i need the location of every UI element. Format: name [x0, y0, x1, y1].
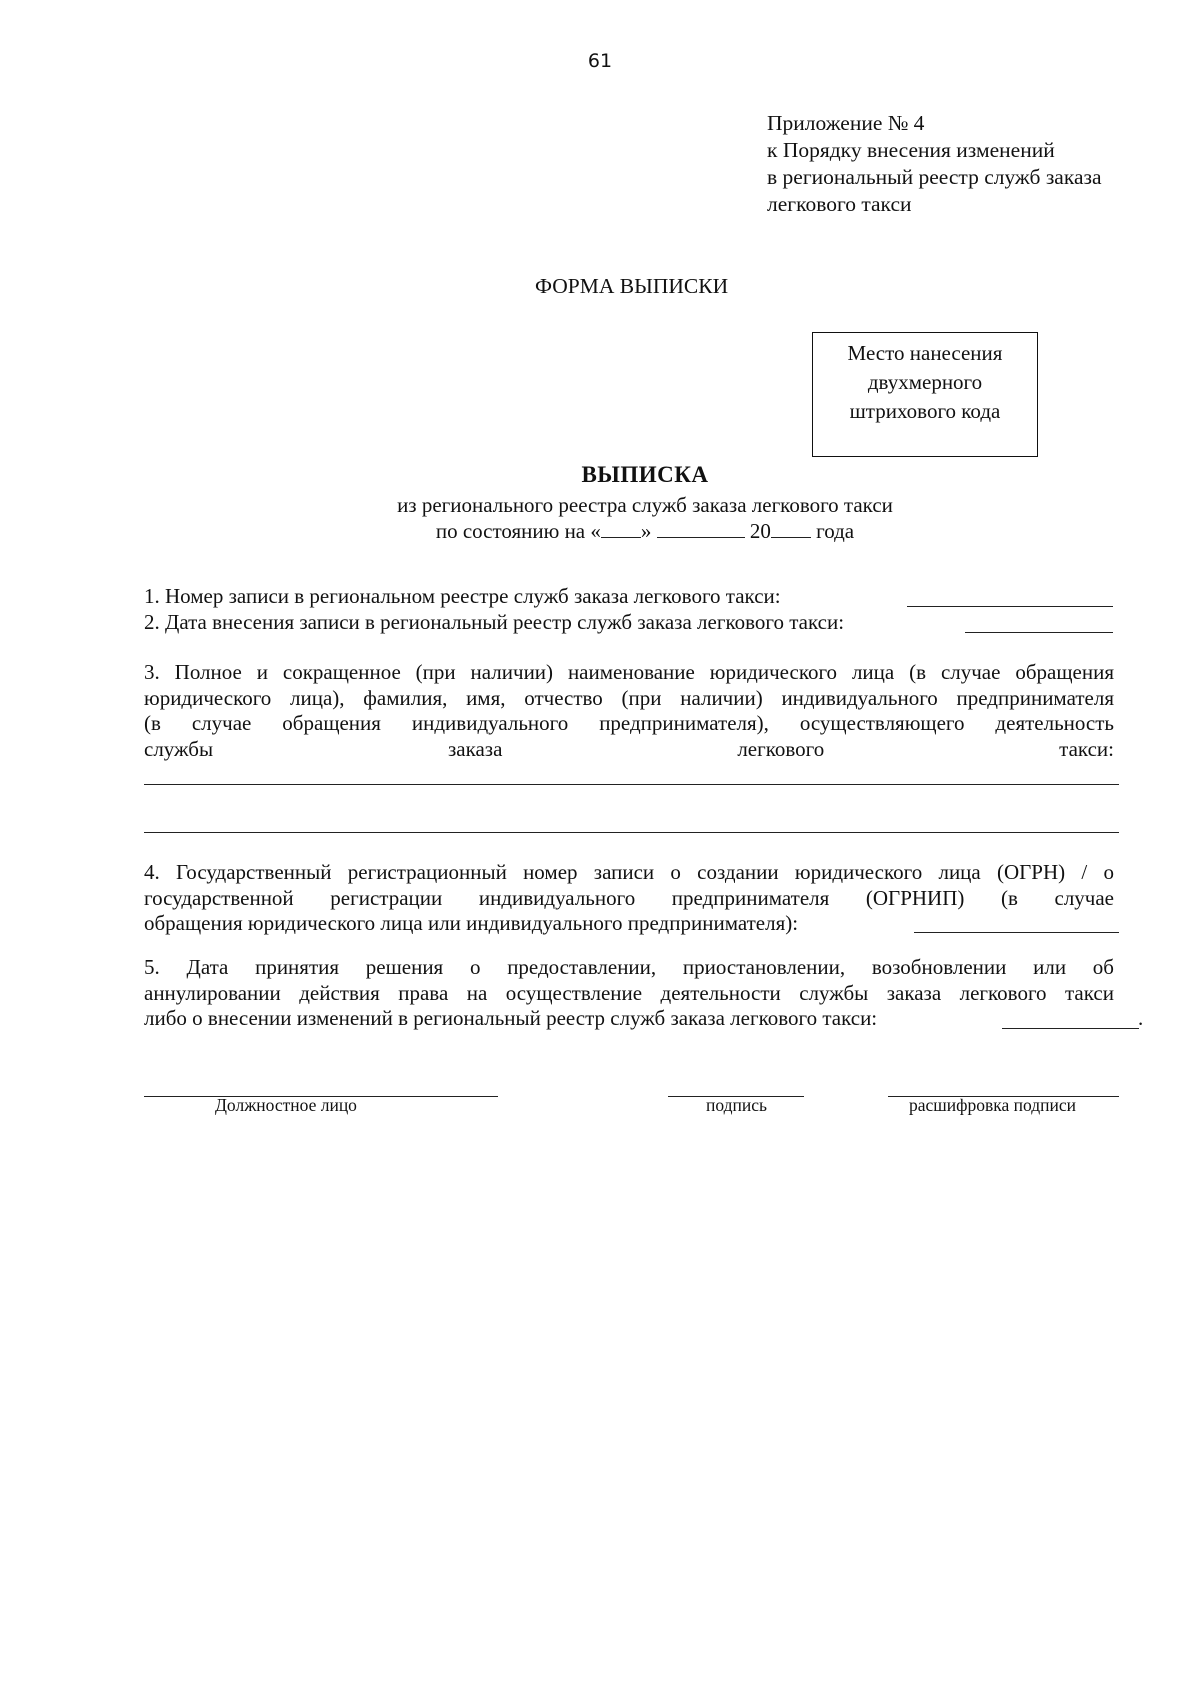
signature-label: подпись — [706, 1095, 767, 1115]
subtitle-date-year: 20 — [744, 519, 771, 543]
page-number: 61 — [587, 50, 613, 72]
subtitle-date-prefix: по состоянию на « — [435, 519, 601, 543]
barcode-placeholder-box — [812, 332, 1038, 457]
item-3-line-1: 3. Полное и сокращенное (при наличии) наименование юридического лица (в случае обращения — [144, 660, 1114, 684]
subtitle-line-2 — [0, 518, 1200, 544]
document-subtitle — [0, 492, 1200, 544]
item-5-line-2: аннулировании действия права на осуществление деятельности службы заказа легкового такси — [144, 980, 1114, 1005]
appendix-block — [767, 110, 1102, 218]
item-1-text: 1. Номер записи в региональном реестре служб заказа легкового такси: — [144, 584, 781, 608]
day-blank[interactable] — [601, 519, 641, 538]
item-3-line-4: службы заказа легкового такси: — [144, 736, 1114, 761]
appendix-line-3: в региональный реестр служб заказа — [767, 165, 1102, 189]
item-4-line-1: 4. Государственный регистрационный номер записи о создании юридического лица (ОГРН) / о — [144, 860, 1114, 884]
barcode-box-line-2: двухмерного — [867, 370, 983, 394]
item-5-blank-line[interactable] — [1002, 1028, 1139, 1029]
barcode-box-line-3: штрихового кода — [849, 399, 1001, 423]
form-title: ФОРМА ВЫПИСКИ — [535, 274, 729, 298]
barcode-box-line-1: Место нанесения — [847, 341, 1003, 365]
document-title: ВЫПИСКА — [581, 462, 709, 487]
item-3 — [144, 660, 1114, 762]
month-blank[interactable] — [657, 519, 745, 538]
appendix-line-4: легкового такси — [767, 192, 912, 216]
item-2-blank-line[interactable] — [965, 632, 1113, 633]
item-5-line-1: 5. Дата принятия решения о предоставлении, приостановлении, возобновлении или об — [144, 955, 1114, 979]
appendix-line-2: к Порядку внесения изменений — [767, 138, 1055, 162]
appendix-line-1: Приложение № 4 — [767, 111, 925, 135]
item-2-text: 2. Дата внесения записи в региональный реестр служб заказа легкового такси: — [144, 610, 845, 634]
item-3-blank-line-2[interactable] — [144, 832, 1119, 833]
item-3-blank-line-1[interactable] — [144, 784, 1119, 785]
official-label: Должностное лицо — [215, 1095, 357, 1115]
item-4-line-3: обращения юридического лица или индивидуального предпринимателя): — [144, 911, 799, 935]
year-blank[interactable] — [771, 519, 811, 538]
item-4-line-2: государственной регистрации индивидуального предпринимателя (ОГРНИП) (в случае — [144, 885, 1114, 910]
item-3-line-3: (в случае обращения индивидуального предпринимателя), осуществляющего деятельность — [144, 711, 1114, 735]
item-5-line-3 — [144, 1006, 1114, 1032]
item-4-blank-line[interactable] — [914, 932, 1119, 933]
item-4 — [144, 860, 1114, 937]
item-5-end: . — [1138, 1006, 1144, 1030]
signature-decoding-label: расшифровка подписи — [909, 1095, 1076, 1115]
item-5 — [144, 955, 1114, 1032]
subtitle-date-suffix: года — [810, 519, 855, 543]
item-3-line-2: юридического лица), фамилия, имя, отчество (при наличии) индивидуального предпринимателя — [144, 685, 1114, 710]
subtitle-line-1: из регионального реестра служб заказа легкового такси — [397, 493, 893, 517]
item-1-blank-line[interactable] — [907, 606, 1113, 607]
item-5-line-3-text: либо о внесении изменений в региональный реестр служб заказа легкового такси: — [144, 1006, 878, 1030]
subtitle-date-mid: » — [640, 519, 657, 543]
